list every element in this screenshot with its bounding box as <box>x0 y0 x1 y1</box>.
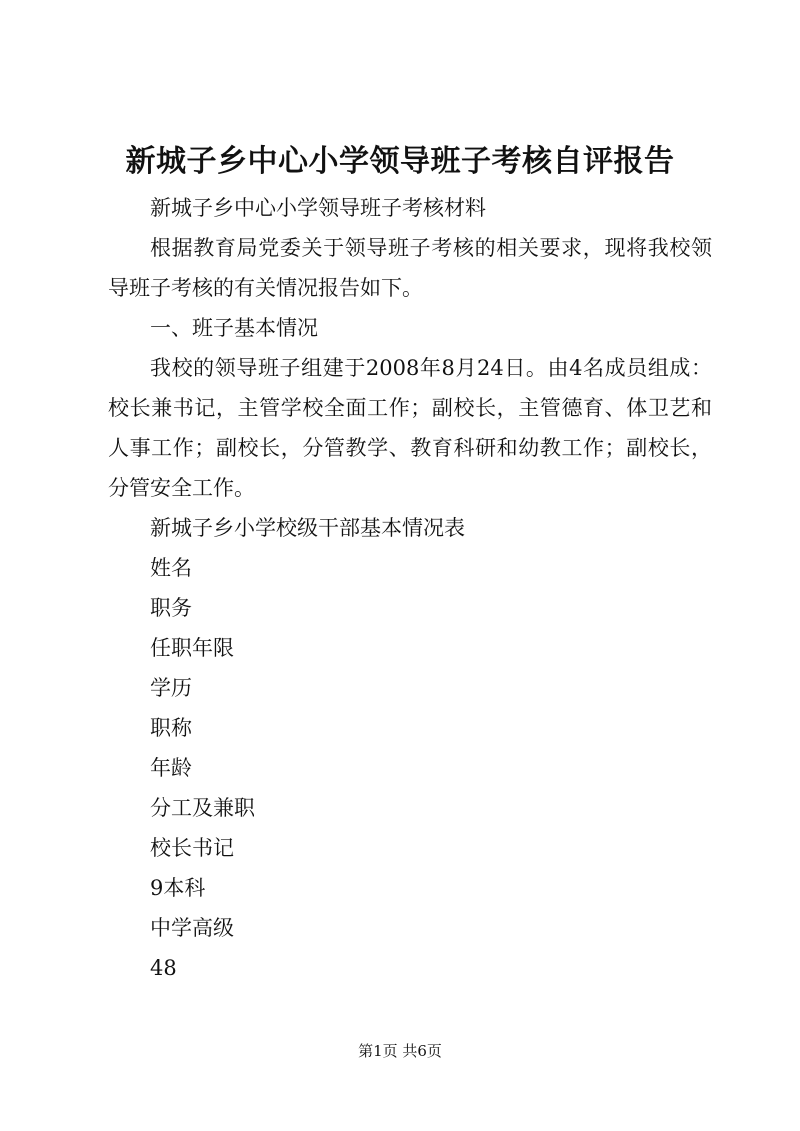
table-cell: 姓名 <box>150 556 192 580</box>
table-cell: 9本科 <box>150 876 206 900</box>
table-cell: 分工及兼职 <box>150 796 255 820</box>
table-cell: 职称 <box>150 716 192 740</box>
document-body <box>108 188 712 988</box>
table-cell: 学历 <box>150 676 192 700</box>
paragraph-team-info: 我校的领导班子组建于2008年8月24日。由4名成员组成：校长兼书记，主管学校全面工作；副校长，主管德育、体卫艺和人事工作；副校长，分管教学、教育科研和幼教工作；副校长，分管安全工作。 <box>108 356 712 500</box>
table-cell: 职务 <box>150 596 192 620</box>
document-title: 新城子乡中心小学领导班子考核自评报告 <box>125 144 675 179</box>
paragraph-subtitle: 新城子乡中心小学领导班子考核材料 <box>150 196 486 220</box>
table-cell: 任职年限 <box>150 636 234 660</box>
table-cell: 校长书记 <box>150 836 234 860</box>
section-heading: 一、班子基本情况 <box>150 316 318 340</box>
table-cell: 48 <box>150 956 177 980</box>
table-caption: 新城子乡小学校级干部基本情况表 <box>150 516 465 540</box>
paragraph-intro: 根据教育局党委关于领导班子考核的相关要求，现将我校领导班子考核的有关情况报告如下。 <box>108 236 712 300</box>
page-number-footer: 第1页 共6页 <box>358 1042 442 1060</box>
table-cell: 中学高级 <box>150 916 234 940</box>
table-cell: 年龄 <box>150 756 192 780</box>
